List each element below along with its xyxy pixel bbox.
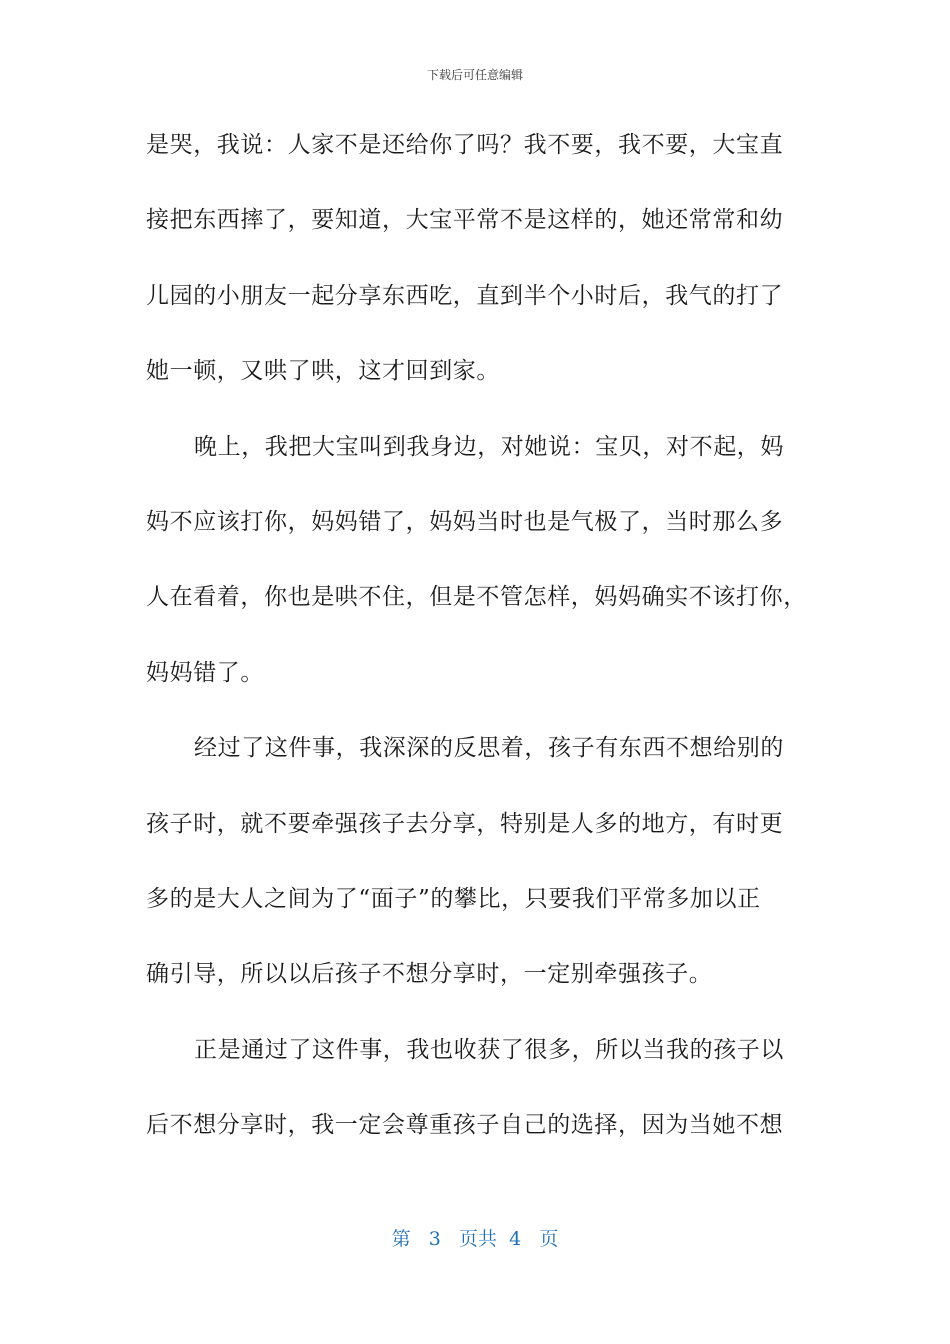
page-footer: [0, 1226, 950, 1252]
body-line: 后不想分享时，我一定会尊重孩子自己的选择，因为当她不想: [146, 1112, 784, 1139]
body-line-paragraph-start: 经过了这件事，我深深的反思着，孩子有东西不想给别的: [194, 735, 784, 762]
body-line: 接把东西摔了，要知道，大宝平常不是这样的，她还常常和幼: [146, 207, 784, 234]
footer-current-page: 3: [428, 1228, 441, 1250]
body-line: 是哭，我说：人家不是还给你了吗？我不要，我不要，大宝直: [146, 132, 784, 158]
body-line: 妈妈错了。: [146, 659, 264, 686]
body-line-paragraph-start: 晚上，我把大宝叫到我身边，对她说：宝贝，对不起，妈: [194, 433, 784, 460]
body-line: 妈不应该打你，妈妈错了，妈妈当时也是气极了，当时那么多: [146, 508, 784, 535]
document-body: [146, 123, 806, 1178]
footer-middle: 页共: [459, 1228, 498, 1250]
page-header: 下载后可任意编辑: [426, 68, 523, 82]
body-line: 她一顿，又哄了哄，这才回到家。: [146, 358, 500, 385]
footer-prefix: 第: [391, 1228, 411, 1250]
body-line: 多的是大人之间为了“面子”的攀比，只要我们平常多加以正: [146, 885, 761, 912]
body-line: 儿园的小朋友一起分享东西吃，直到半个小时后，我气的打了: [146, 282, 784, 309]
body-line: 孩子时，就不要牵强孩子去分享，特别是人多的地方，有时更: [146, 810, 784, 837]
body-line: 确引导，所以以后孩子不想分享时，一定别牵强孩子。: [146, 961, 713, 988]
footer-suffix: 页: [539, 1228, 559, 1250]
body-line: 人在看着，你也是哄不住，但是不管怎样，妈妈确实不该打你，: [146, 584, 807, 611]
footer-total-pages: 4: [509, 1228, 522, 1250]
body-line-paragraph-start: 正是通过了这件事，我也收获了很多，所以当我的孩子以: [194, 1036, 784, 1063]
